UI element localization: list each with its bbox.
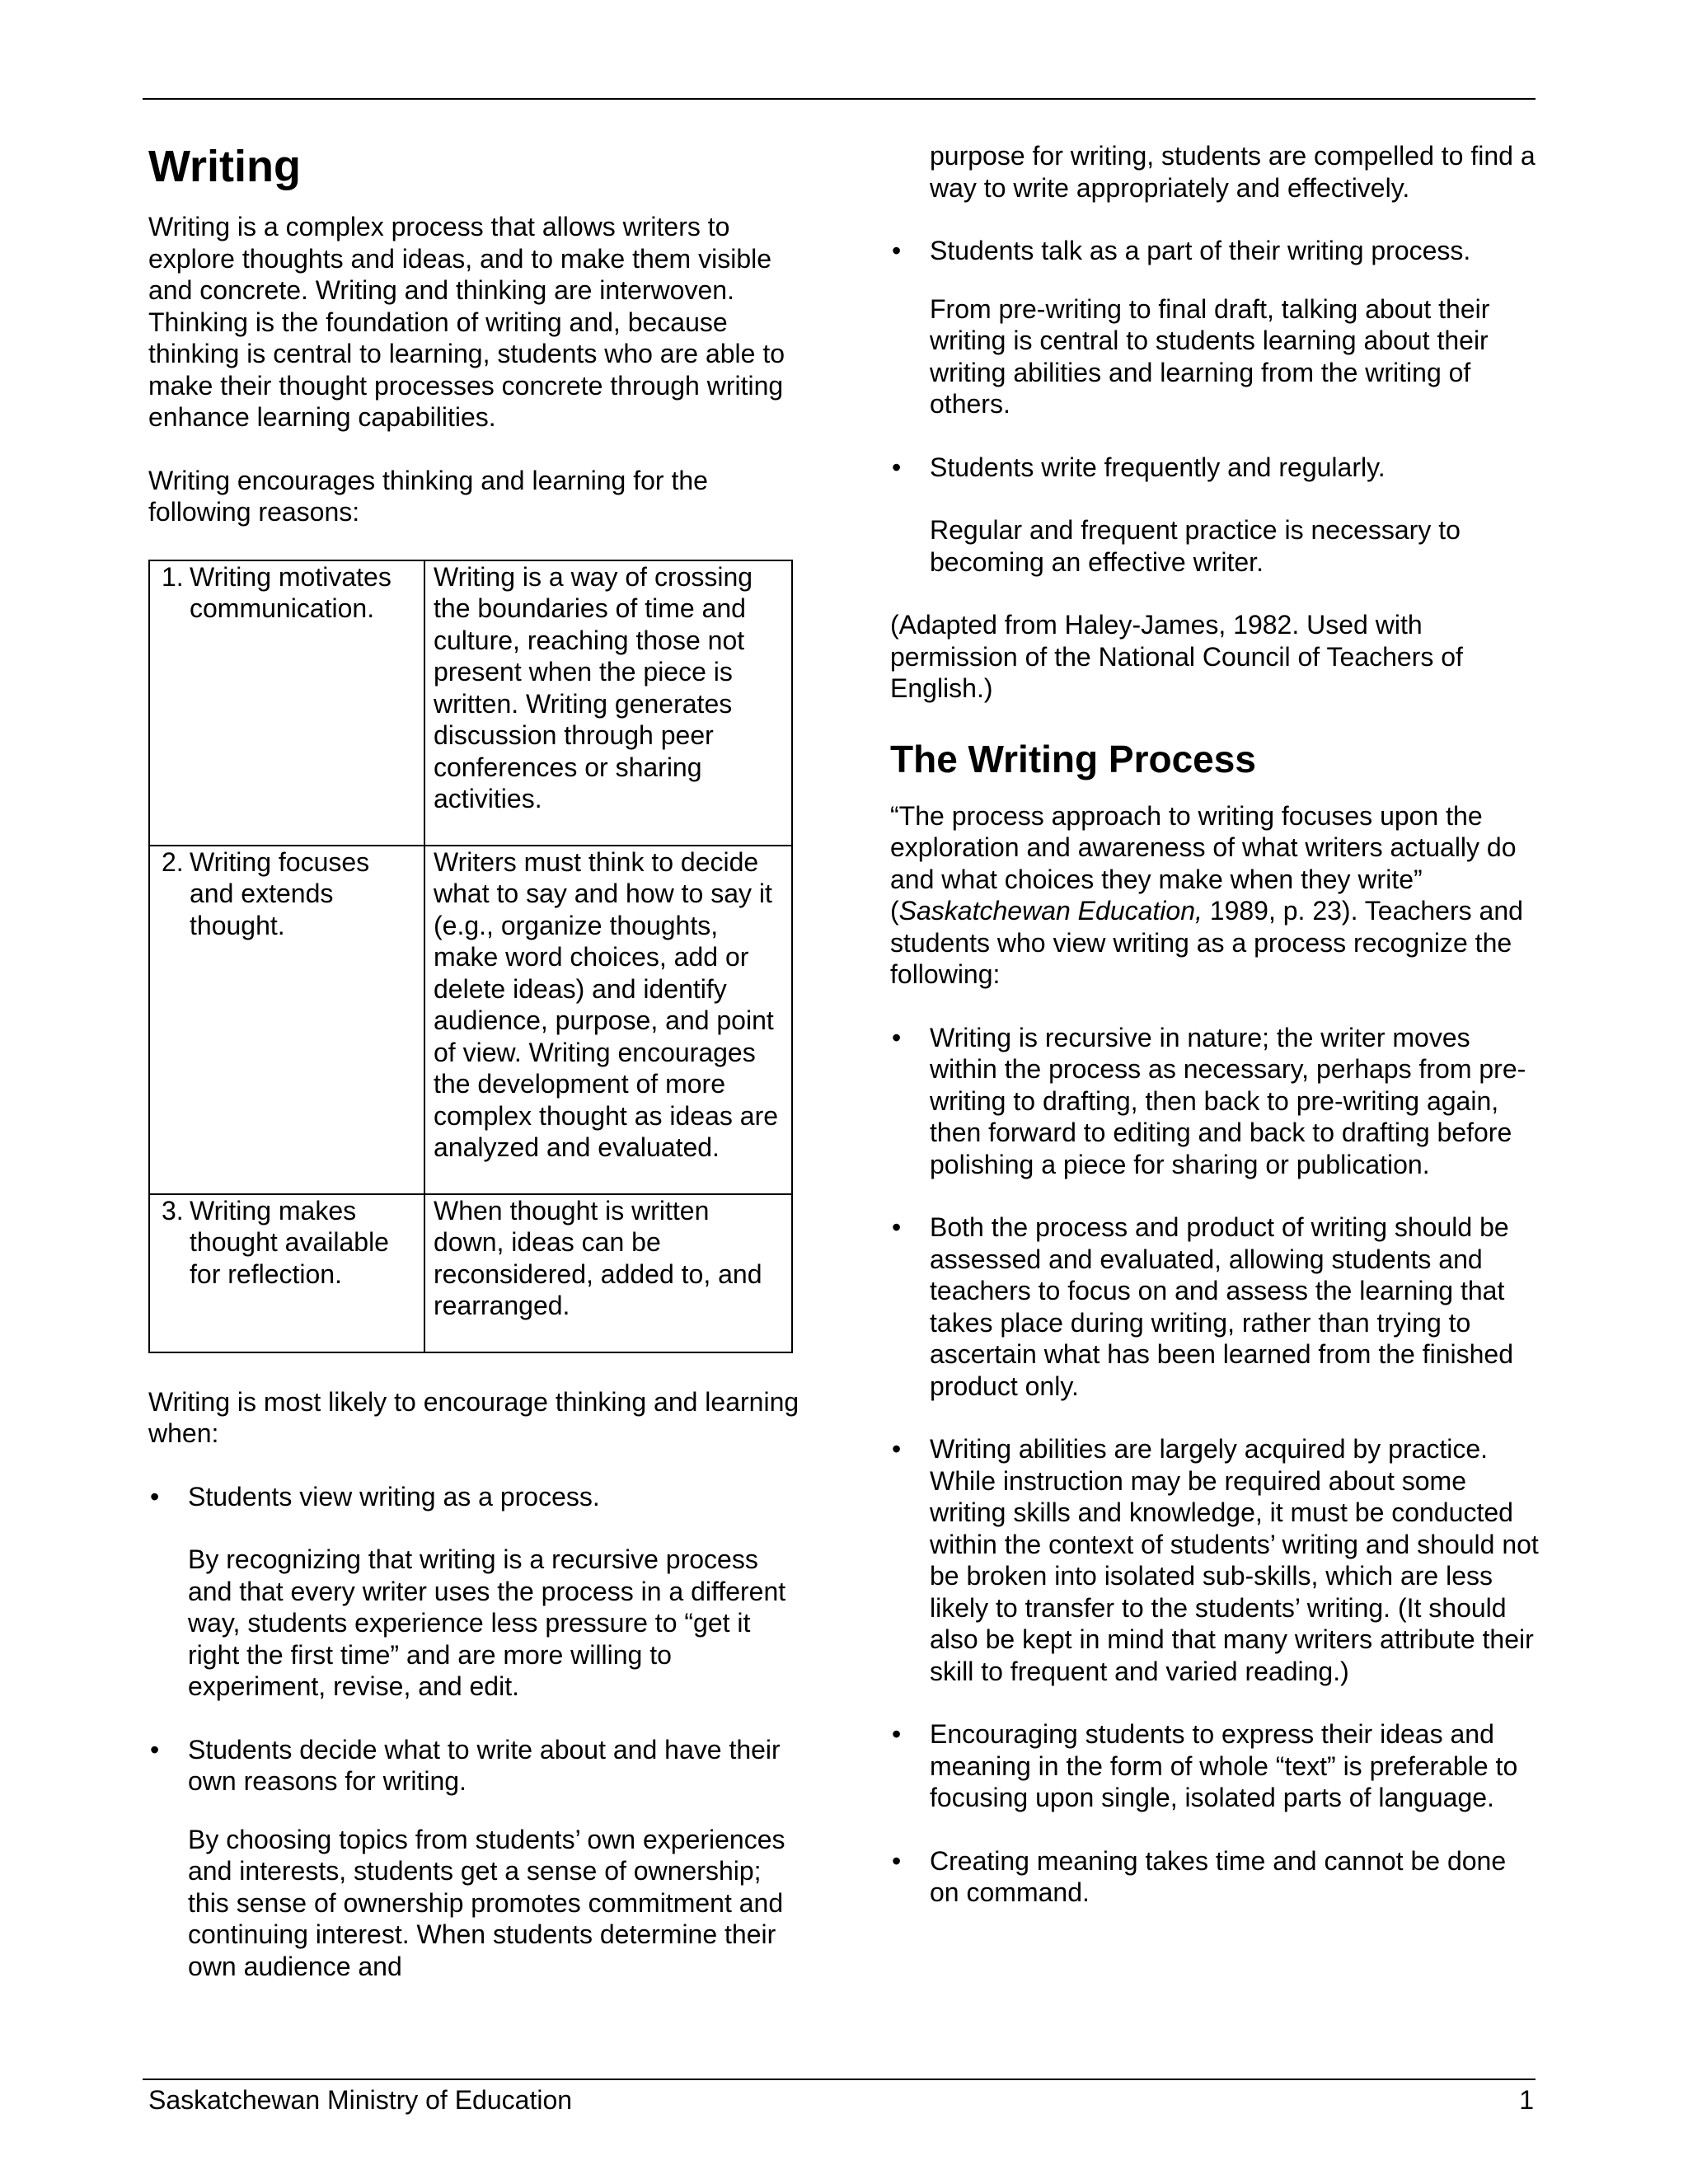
table-row [149,560,792,846]
quote-after: 1989, p. 23). Teachers and students who view writing as a process recognize the following: [890,896,1523,989]
condition-lead: Students write frequently and regularly. [930,452,1386,482]
header-rule [143,98,1536,100]
reason-cell [149,1194,424,1352]
right-column [890,140,1541,1909]
footer-publisher: Saskatchewan Ministry of Education [148,2085,573,2115]
bullet-icon: • [892,1022,902,1052]
bullet-icon: • [892,452,902,482]
explanation-cell: When thought is written down, ideas can be reconsidered, added to, and rearranged. [424,1194,792,1352]
bullet-icon: • [892,1212,902,1242]
reason-label: Writing makes thought available for reflection. [190,1195,389,1289]
condition-detail: By choosing topics from students’ own experiences and interests, students get a sense of ownership; this sense of ownership promotes commitment and continuing interest. When students determine their own audience and [188,1824,785,1981]
process-point: Writing is recursive in nature; the writer moves within the process as necessary, perhaps from pre-writing to drafting, then back to pre-writing again, then forward to editing and back to drafting before polishing a piece for sharing or publication. [930,1022,1526,1179]
bullet-icon: • [150,1481,160,1511]
condition-lead: Students decide what to write about and have their own reasons for writing. [188,1734,781,1796]
bullet-icon: • [150,1734,160,1765]
condition-detail: By recognizing that writing is a recursive process and that every writer uses the process in a different way, students experience less pressure to “get it right the first time” and are more willing to experiment, revise, and edit. [188,1544,786,1701]
bullet-icon: • [892,1434,902,1464]
reasons-intro: Writing encourages thinking and learning for the following reasons: [148,465,708,527]
encourage-intro: Writing is most likely to encourage thinking and learning when: [148,1386,799,1448]
condition-detail-continued: purpose for writing, students are compelled to find a way to write appropriately and effectively. [930,141,1536,203]
list-item [890,1212,1541,1402]
reason-label: Writing focuses and extends thought. [190,846,370,940]
reason-number: 3. [162,1195,184,1226]
table-row [149,1194,792,1352]
reason-cell [149,846,424,1194]
process-point: Encouraging students to express their ideas and meaning in the form of whole “text” is preferable to focusing upon single, isolated parts of language. [930,1719,1518,1812]
citation: (Adapted from Haley-James, 1982. Used with permission of the National Council of Teachers of English.) [890,610,1463,703]
page-title: Writing [148,142,301,191]
process-point: Both the process and product of writing should be assessed and evaluated, allowing students and teachers to focus on and assess the learning that takes place during writing, rather than trying to ascertain what has been learned from the finished product only. [930,1212,1513,1401]
list-item [890,1433,1541,1687]
quote-text: “The process approach to writing focuses upon the exploration and awareness of what writers actually do and what choices they make when they write” ( [890,800,1517,926]
left-column [148,140,799,1982]
list-item [890,1845,1541,1909]
quote-source: Saskatchewan Education, [898,896,1203,926]
conditions-list-continued [890,235,1541,578]
reasons-table [148,560,793,1353]
intro-paragraph: Writing is a complex process that allows writers to explore thoughts and ideas, and to make them visible and concrete. Writing and thinking are interwoven. Thinking is the foundation of writing and, because thinking is central to learning, students who are able to make their thought processes concrete through writing enhance learning capabilities. [148,212,785,432]
process-intro [890,800,1541,991]
footer-rule [143,2079,1536,2080]
process-point: Creating meaning takes time and cannot be done on command. [930,1845,1507,1907]
list-item [890,235,1541,420]
condition-lead: Students view writing as a process. [188,1481,600,1511]
condition-detail: From pre-writing to final draft, talking about their writing is central to students learning about their writing abilities and learning from the writing of others. [930,293,1490,419]
condition-lead: Students talk as a part of their writing process. [930,236,1471,265]
page-number: 1 [1519,2085,1534,2115]
list-item [148,1481,799,1703]
list-item [890,1022,1541,1181]
process-point: Writing abilities are largely acquired by practice. While instruction may be required about some writing skills and knowledge, it must be conducted within the context of students’ writing and should not be broken into isolated sub-skills, which are less likely to transfer to the students’ writing. (It should also be kept in mind that many writers attribute their skill to frequent and varied reading.) [930,1434,1539,1686]
section-heading: The Writing Process [890,737,1256,780]
list-item [148,1734,799,1983]
list-item [890,452,1541,579]
bullet-icon: • [892,1845,902,1876]
conditions-list [148,1481,799,1983]
explanation-cell: Writing is a way of crossing the boundaries of time and culture, reaching those not present when the piece is written. Writing generates discussion through peer conferences or sharing activities. [424,560,792,846]
process-points [890,1022,1541,1909]
reason-label: Writing motivates communication. [190,561,392,623]
bullet-icon: • [892,1719,902,1749]
explanation-cell: Writers must think to decide what to say and how to say it (e.g., organize thoughts, make word choices, add or delete ideas) and identify audience, purpose, and point of view. Writing encourages the development of more complex thought as ideas are analyzed and evaluated. [424,846,792,1194]
table-row [149,846,792,1194]
bullet-icon: • [892,236,902,265]
reason-number: 1. [162,561,184,592]
condition-detail: Regular and frequent practice is necessary to becoming an effective writer. [930,515,1461,577]
list-item [890,1718,1541,1814]
reason-cell [149,560,424,846]
reason-number: 2. [162,846,184,877]
